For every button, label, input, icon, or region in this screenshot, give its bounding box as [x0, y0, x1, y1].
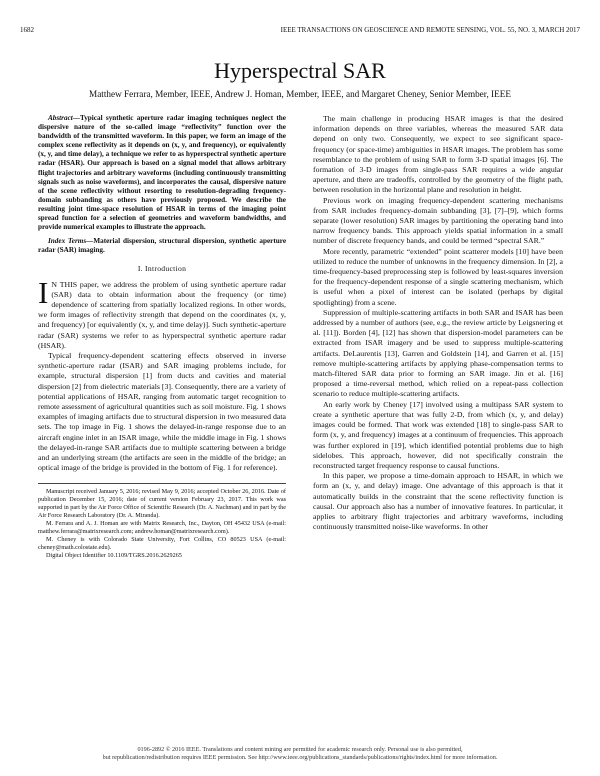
- intro-paragraph-2: Typical frequency-dependent scattering effects observed in inverse synthetic-aperture radar (ISAR) and SAR imaging problems include, for example, structural dispersion [1] from ducts and cavities and material dispersion [2] from dielectric materials [3]. Consequently, there are a variety of potential applications of HSAR, ranging from automatic target recognition to remote assessment of agricultural quantities such as soil moisture. Fig. 1 shows examples of imaging artifacts due to structural dispersion in two measured data sets. The top image in Fig. 1 shows the delayed-in-range response due to an aircraft engine inlet in an ISAR image, while the middle image in Fig. 1 shows the delayed-in-range SAR artifacts due to multiple scattering between a bridge and an underlying stream (the artifacts are seen in the middle of the bridge; an optical image of the bridge is provided in the bottom of Fig. 1 for reference).: [38, 351, 286, 473]
- body-paragraph: Previous work on imaging frequency-dependent scattering mechanisms from SAR includes frequency-domain subbanding [3], [7]–[9], which forms separate (lower resolution) SAR images by partitioning the operating band into narrow frequency bands. This approach yields spatial information in a small number of discrete frequency bands, and could be termed “spectral SAR.”: [313, 195, 563, 246]
- paper-title: Hyperspectral SAR: [214, 58, 386, 83]
- intro-paragraph-1: [38, 274, 286, 351]
- footnotes: [38, 483, 286, 560]
- body-paragraph: Suppression of multiple-scattering artifacts in both SAR and ISAR has been addressed by a number of authors (see, e.g., the review article by Leigsnering et al. [11]). Borden [4], [12] has shown that dispersion-model parameters can be extracted from ISAR imagery and be used to suppress multiple-scattering artifacts. DeLaurentis [13], Garren and Goldstein [14], and Garren et al. [15] remove multiple-scattering artifacts by applying phase-compensation terms to match-filtered SAR data prior to forming an SAR image. Jin et al. [16] proposed a time-reversal method, which relied on a repeat-pass collection scenario to reduce multiple-scattering artifacts.: [313, 307, 563, 399]
- abstract-label: Abstract—: [48, 114, 80, 122]
- index-terms-label: Index Terms—: [48, 237, 94, 246]
- footnote-affiliation-1: M. Ferrara and A. J. Homan are with Matrix Research, Inc., Dayton, OH 45432 USA (e-mail: matthew.ferrara@matrixresearch.com; andrew.homan@matrixresearch.com).: [38, 520, 286, 536]
- copyright-line-2: but republication/redistribution requires IEEE permission. See http://www.ieee.org/publications_standards/publications/rights/index.html for more information.: [102, 754, 498, 761]
- right-column: [313, 114, 563, 532]
- footnote-doi: Digital Object Identifier 10.1109/TGRS.2016.2629265: [46, 552, 182, 560]
- running-header: [20, 26, 580, 35]
- author-list: Matthew Ferrara, Member, IEEE, Andrew J. Homan, Member, IEEE, and Margaret Cheney, Senior Member, IEEE: [89, 89, 511, 99]
- index-terms-text: Material dispersion, structural dispersion, synthetic aperture radar (SAR) imaging.: [38, 237, 287, 255]
- copyright-footer: [20, 746, 580, 762]
- intro-p1-text: N THIS paper, we address the problem of using synthetic aperture radar (SAR) data to obtain information about the frequency (or time) dependence of scattering from spatially localized regions. In other words, we form images of reflectivity strength that depend on the coordinates (x, y, and frequency) [or equivalently (x, y, and time delay)]. Such synthetic-aperture radar (SAR) systems we refer to as hyperspectral synthetic aperture radar (HSAR).: [38, 279, 286, 350]
- footnote-manuscript: Manuscript received January 5, 2016; revised May 9, 2016; accepted October 26, 2016. Date of publication December 15, 2016; date of current version February 23, 2017. This work was supported in part by the Air Force Office of Scientific Research (Dr. A. Nachman) and in part by the Air Force Research Laboratory (Dr. A. Miranda).: [38, 488, 286, 520]
- drop-cap: I: [38, 274, 49, 310]
- body-paragraph: An early work by Cheney [17] involved using a multipass SAR system to create a synthetic aperture that was fully 2-D, from which (x, y, and delay) images could be formed. That work was extended [18] to single-pass SAR to form (x, y, and frequency) images at a continuum of frequencies. This approach was further explored in [19], which identified potential problems due to high sidelobes. This approach, however, did not specifically constrain the reconstructed target frequency response to causal functions.: [313, 399, 563, 470]
- index-terms: [38, 237, 286, 255]
- page-number: 1682: [20, 26, 34, 34]
- section-heading: I. Introduction: [137, 264, 187, 274]
- abstract-text: Typical synthetic aperture radar imaging techniques neglect the dispersive nature of the so-called image “reflectivity” function over the bandwidth of the transmitted waveform. In this paper, we form an image of the complex scene reflectivity as it depends on (x, y, and frequency), or equivalently (x, y, and time delay), a technique we refer to as hyperspectral synthetic aperture radar (HSAR). Our approach is based on a signal model that allows arbitrary flight trajectories and arbitrary waveforms (including continuously transmitting signals such as noise waveforms), and incorporates the causal, dispersive nature of the scene reflectivity without resorting to resolution-degrading frequency-domain subbanding as others have previously proposed. We describe the resulting joint time-space resolution of HSAR in terms of the imaging point spread function for a selection of geometries and waveform bandwidths, and provide numerical examples to illustrate the approach.: [38, 114, 286, 232]
- body-paragraph: In this paper, we propose a time-domain approach to HSAR, in which we form an (x, y, and delay) image. One advantage of this approach is that it automatically builds in the constraint that the scene reflectivity function is causal. Our approach also has a number of innovative features. In particular, it applies to arbitrary flight trajectories and arbitrary waveforms, including continuously transmitted noise-like waveforms. In other: [313, 471, 563, 532]
- abstract: [38, 114, 286, 232]
- copyright-line-1: 0196-2892 © 2016 IEEE. Translations and content mining are permitted for academic research only. Personal use is also permitted,: [137, 746, 463, 753]
- journal-name: IEEE TRANSACTIONS ON GEOSCIENCE AND REMOTE SENSING, VOL. 55, NO. 3, MARCH 2017: [280, 26, 580, 34]
- footnote-affiliation-2: M. Cheney is with Colorado State University, Fort Collins, CO 80523 USA (e-mail: cheney@math.colostate.edu).: [38, 536, 286, 552]
- body-paragraph: More recently, parametric “extended” point scatterer models [10] have been utilized to reduce the number of unknowns in the frequency dimension. In [2], a time-frequency-based preprocessing step is followed by least-squares inversion for the frequency-dependent response of a single scattering mechanism, which is useful when a pixel of interest can be isolated (perhaps by digital spotlighting) from a scene.: [313, 246, 563, 307]
- body-paragraph: The main challenge in producing HSAR images is that the desired information depends on three variables, whereas the measured SAR data depend on only two. Consequently, we expect to see significant space-frequency (or space-time) ambiguities in HSAR images. The problem has some resemblance to the problem of using SAR to form 3-D spatial images [6]. The formation of 3-D images from single-pass SAR requires a wide angular aperture, and there are tradeoffs, controlled by the geometry of the flight path, between resolution in the horizontal plane and resolution in height.: [313, 114, 563, 195]
- left-column: [38, 114, 286, 560]
